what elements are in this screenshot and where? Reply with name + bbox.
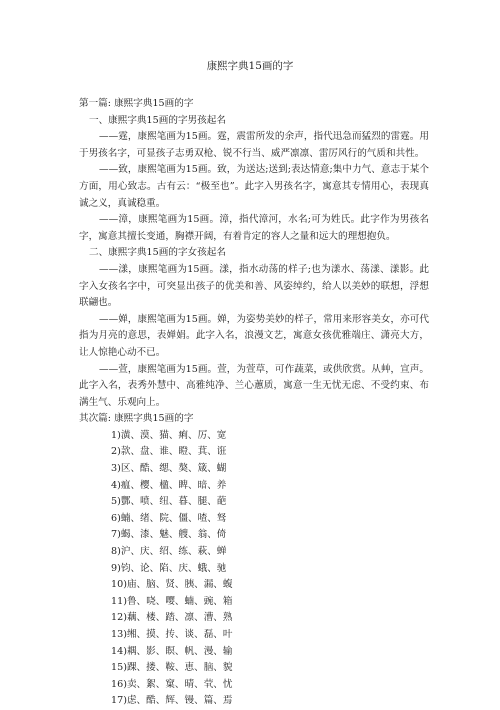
girl-paragraph: ——婵，康熙笔画为15画。婵，为姿势美妙的样子，常用来形容美女，亦可代指为月亮的意思，表婵娟。此字入名，浪漫文艺，寓意女孩优雅端庄、潇亮大方，让人惊艳心动不已。	[79, 313, 429, 358]
part2-heading: 其次篇: 康熙字典15画的字	[79, 413, 194, 425]
list-item: 16)卖、絮、窠、晴、茕、忧	[111, 678, 233, 690]
list-item: 5)酆、喷、纽、暮、腿、葩	[111, 496, 227, 508]
list-item: 4)瘟、樱、楹、睥、暗、养	[111, 479, 227, 491]
char-list	[79, 428, 429, 710]
boy-paragraph: ——霆，康熙笔画为15画。霆，震雷所发的余声，指代迅急而猛烈的雷霆。用于男孩名字，可显孩子志勇双枪、锐不行当、威严凛凛、雷厉风行的气质和共性。	[79, 131, 429, 159]
girl-paragraph: ——萱，康熙笔画为15画。萱，为萱草，可作蔬菜，或供欣赏。从艸，宣声。此字入名，表秀外慧中、高雅纯净、兰心蕙质，寓意一生无忧无虑、不受约束、布满生气、乐观向上。	[79, 363, 429, 408]
part1-heading: 第一篇: 康熙字典15画的字	[79, 98, 194, 109]
boy-paragraph: ——漳，康熙笔画为15画。漳，指代漳河，水名;可为姓氏。此字作为男孩名字，寓意其擅长变通，胸襟开阔，有着肯定的容人之量和远大的理想抱负。	[79, 214, 429, 242]
list-item: 13)缃、摸、抟、谈、磊、叶	[111, 629, 233, 640]
list-item: 17)虑、酷、辉、镘、篇、焉	[111, 695, 233, 707]
list-item: 7)蝎、漆、魅、艘、翁、倚	[111, 529, 227, 541]
girl-paragraph: ——漾，康熙笔画为15画。漾，指水动荡的样子;也为漾水、荡漾、漾影。此字入女孩名字中，可突显出孩子的优美和善、风姿绰约，给人以美妙的联想，浮想联翩也。	[79, 263, 429, 309]
list-item: 9)钧、论、陷、庆、蛾、驰	[111, 562, 227, 574]
section-boy-heading: 一、康熙字典15画的字男孩起名	[89, 114, 226, 126]
list-item: 10)庙、脑、贤、胰、漏、蝮	[111, 579, 233, 591]
list-item: 2)款、盘、谁、瞪、萁、诳	[111, 446, 227, 458]
list-item: 12)藕、楼、踏、凛、漕、熟	[111, 612, 233, 624]
list-item: 3)区、酷、缌、獒、箴、蝴	[111, 463, 227, 475]
list-item: 11)鲁、哓、嘤、蝻、豌、箱	[111, 595, 233, 607]
list-item: 15)踝、搂、鞍、恵、脑、貌	[111, 662, 233, 674]
document-body	[79, 96, 429, 710]
list-item: 1)潢、漠、猫、痢、厉、宽	[111, 429, 227, 441]
list-item: 6)蝻、绪、院、僵、喳、驽	[111, 512, 227, 524]
list-item: 8)沪、庆、绍、练、萩、蝉	[111, 546, 227, 558]
list-item: 14)耦、影、瞑、帆、漫、输	[111, 645, 233, 657]
document-title: 康熙字典15画的字	[206, 60, 294, 72]
section-girl-heading: 二、康熙字典15画的字女孩起名	[89, 247, 226, 259]
boy-paragraph: ——致，康熙笔画为15画。致，为送达;送到;表达情意;集中力气、意志于某个方面，用心致志。古有云：“极至也”。此字入男孩名字，寓意其专情用心，表现真诚之义，真诚稳重。	[79, 164, 429, 209]
